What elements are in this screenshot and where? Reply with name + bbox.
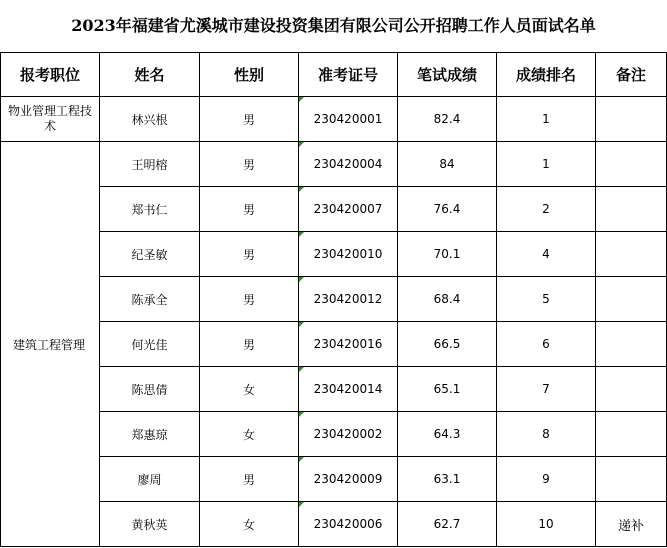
note-cell: 递补 xyxy=(596,502,667,547)
table-row xyxy=(1,232,667,277)
exam-id-cell xyxy=(299,367,398,412)
score-cell: 63.1 xyxy=(398,457,497,502)
header-exam-id: 准考证号 xyxy=(299,53,398,97)
header-position: 报考职位 xyxy=(1,53,100,97)
page-title: 2023年福建省尤溪城市建设投资集团有限公司公开招聘工作人员面试名单 xyxy=(71,16,596,35)
table-row xyxy=(1,412,667,457)
cell-marker-icon xyxy=(299,322,304,327)
exam-id-text: 230420010 xyxy=(313,247,383,261)
cell-marker-icon xyxy=(299,142,304,147)
rank-cell: 8 xyxy=(497,412,596,457)
exam-id-cell xyxy=(299,412,398,457)
name-cell: 陈承全 xyxy=(100,277,200,322)
cell-marker-icon xyxy=(299,412,304,417)
exam-id-cell xyxy=(299,187,398,232)
name-cell: 纪圣敏 xyxy=(100,232,200,277)
note-cell xyxy=(596,277,667,322)
gender-cell: 男 xyxy=(200,322,299,367)
header-note: 备注 xyxy=(596,53,667,97)
table-row xyxy=(1,502,667,547)
name-cell: 林兴根 xyxy=(100,97,200,142)
table-row xyxy=(1,322,667,367)
score-cell: 82.4 xyxy=(398,97,497,142)
gender-cell: 男 xyxy=(200,232,299,277)
rank-cell: 1 xyxy=(497,97,596,142)
name-cell: 何光佳 xyxy=(100,322,200,367)
exam-id-text: 230420016 xyxy=(313,337,383,351)
exam-id-cell xyxy=(299,232,398,277)
gender-cell: 女 xyxy=(200,502,299,547)
exam-id-text: 230420004 xyxy=(313,157,383,171)
table-row xyxy=(1,277,667,322)
exam-id-cell xyxy=(299,277,398,322)
header-row xyxy=(1,53,667,97)
rank-cell: 7 xyxy=(497,367,596,412)
exam-id-cell xyxy=(299,142,398,187)
name-cell: 郑惠琼 xyxy=(100,412,200,457)
exam-id-cell xyxy=(299,502,398,547)
header-gender: 性别 xyxy=(200,53,299,97)
note-cell xyxy=(596,322,667,367)
gender-cell: 女 xyxy=(200,412,299,457)
table-row xyxy=(1,142,667,187)
table-row xyxy=(1,457,667,502)
exam-id-cell xyxy=(299,97,398,142)
score-cell: 62.7 xyxy=(398,502,497,547)
header-rank: 成绩排名 xyxy=(497,53,596,97)
cell-marker-icon xyxy=(299,187,304,192)
cell-marker-icon xyxy=(299,502,304,507)
score-cell: 64.3 xyxy=(398,412,497,457)
cell-marker-icon xyxy=(299,277,304,282)
score-cell: 66.5 xyxy=(398,322,497,367)
note-cell xyxy=(596,97,667,142)
exam-id-text: 230420012 xyxy=(313,292,383,306)
score-cell: 84 xyxy=(398,142,497,187)
position-cell: 物业管理工程技术 xyxy=(1,97,100,142)
score-cell: 70.1 xyxy=(398,232,497,277)
exam-id-cell xyxy=(299,457,398,502)
name-cell: 郑书仁 xyxy=(100,187,200,232)
interview-list-table xyxy=(0,52,667,547)
exam-id-text: 230420014 xyxy=(313,382,383,396)
rank-cell: 5 xyxy=(497,277,596,322)
note-cell xyxy=(596,187,667,232)
rank-cell: 9 xyxy=(497,457,596,502)
rank-cell: 1 xyxy=(497,142,596,187)
gender-cell: 男 xyxy=(200,142,299,187)
table-row xyxy=(1,97,667,142)
header-name: 姓名 xyxy=(100,53,200,97)
header-score: 笔试成绩 xyxy=(398,53,497,97)
table-row xyxy=(1,187,667,232)
score-cell: 76.4 xyxy=(398,187,497,232)
gender-cell: 男 xyxy=(200,277,299,322)
gender-cell: 男 xyxy=(200,457,299,502)
cell-marker-icon xyxy=(299,457,304,462)
rank-cell: 10 xyxy=(497,502,596,547)
exam-id-text: 230420009 xyxy=(313,472,383,486)
table-row xyxy=(1,367,667,412)
cell-marker-icon xyxy=(299,232,304,237)
note-cell xyxy=(596,412,667,457)
note-cell xyxy=(596,457,667,502)
exam-id-text: 230420001 xyxy=(313,112,383,126)
exam-id-text: 230420002 xyxy=(313,427,383,441)
gender-cell: 男 xyxy=(200,187,299,232)
gender-cell: 女 xyxy=(200,367,299,412)
cell-marker-icon xyxy=(299,367,304,372)
exam-id-cell xyxy=(299,322,398,367)
score-cell: 65.1 xyxy=(398,367,497,412)
note-cell xyxy=(596,367,667,412)
score-cell: 68.4 xyxy=(398,277,497,322)
gender-cell: 男 xyxy=(200,97,299,142)
rank-cell: 2 xyxy=(497,187,596,232)
rank-cell: 6 xyxy=(497,322,596,367)
rank-cell: 4 xyxy=(497,232,596,277)
name-cell: 廖周 xyxy=(100,457,200,502)
exam-id-text: 230420007 xyxy=(313,202,383,216)
name-cell: 陈思倩 xyxy=(100,367,200,412)
exam-id-text: 230420006 xyxy=(313,517,383,531)
note-cell xyxy=(596,142,667,187)
name-cell: 王明榕 xyxy=(100,142,200,187)
note-cell xyxy=(596,232,667,277)
position-cell: 建筑工程管理 xyxy=(1,142,100,547)
name-cell: 黄秋英 xyxy=(100,502,200,547)
cell-marker-icon xyxy=(299,97,304,102)
